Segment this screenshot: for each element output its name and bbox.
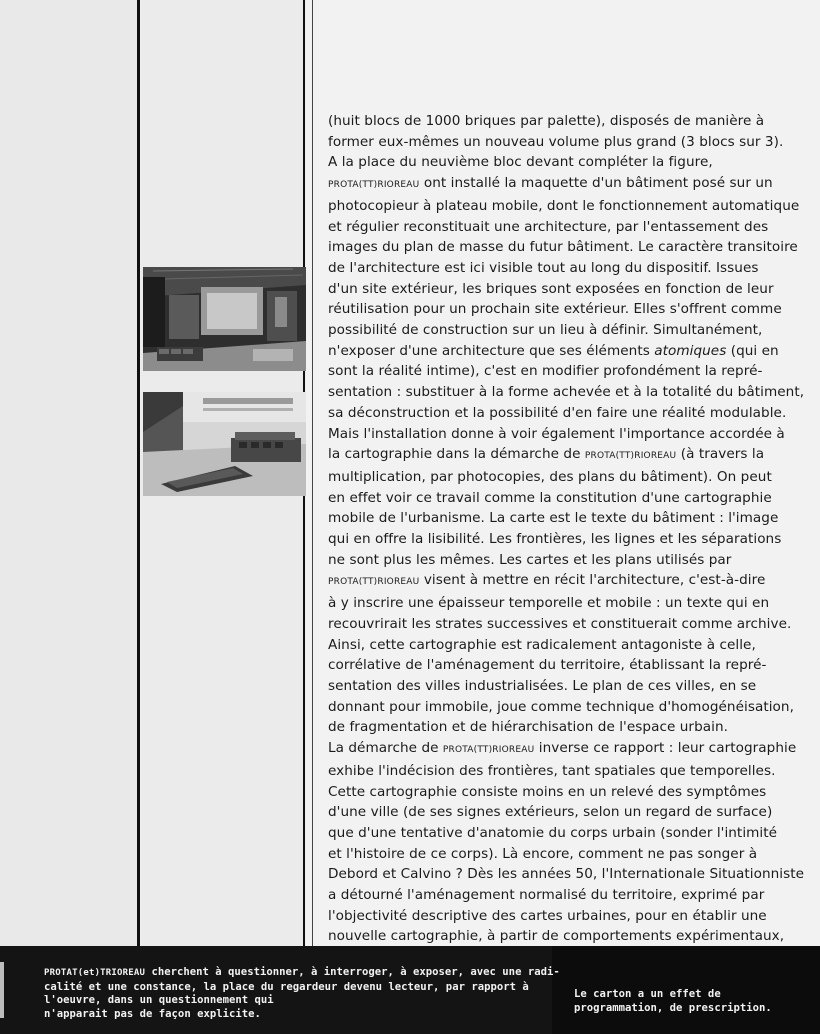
artist-name-smallcaps: PROTA(TT)RIOREAU <box>584 451 677 462</box>
warehouse-interior-illustration <box>143 267 306 371</box>
text-segment: qui en offre la lisibilité. Les frontières, les lignes et les séparations <box>328 531 782 548</box>
text-segment: sont la réalité intime), c'est en modifier profondément la repré- <box>328 363 763 380</box>
body-line <box>328 697 794 718</box>
caption-side <box>574 988 794 1015</box>
text-segment: et l'histoire de ce corps). Là encore, comment ne pas songer à <box>328 845 758 862</box>
body-line <box>328 132 788 153</box>
text-segment: photocopieur à plateau mobile, dont le fonctionnement automatique <box>328 197 800 214</box>
caption-footer <box>0 946 820 1034</box>
text-segment: A la place du neuvième bloc devant compléter la figure, <box>328 154 713 171</box>
text-segment: cherchent à questionner, à interroger, à exposer, avec une radi- <box>145 966 560 978</box>
body-line <box>328 508 788 529</box>
body-line <box>328 529 788 550</box>
text-segment: exhibe l'indécision des frontières, tant spatiales que temporelles. <box>328 762 776 779</box>
text-segment: Mais l'installation donne à voir également l'importance accordée à <box>328 425 785 442</box>
body-line <box>328 382 805 403</box>
warehouse-interior-photo <box>143 267 306 371</box>
text-segment: l'objectivité descriptive des cartes urbaines, pour en établir une <box>328 907 767 924</box>
body-line <box>328 655 788 676</box>
body-line <box>328 782 788 803</box>
body-line <box>328 717 788 738</box>
caption-line <box>44 994 544 1008</box>
left-margin-column <box>0 0 139 946</box>
body-line <box>328 341 788 362</box>
body-line <box>328 614 792 635</box>
text-segment: Ainsi, cette cartographie est radicalement antagoniste à celle, <box>328 636 756 653</box>
body-line <box>328 761 788 782</box>
caption-main <box>44 966 560 1021</box>
caption-side-line <box>574 988 794 1002</box>
text-segment: (à travers la <box>676 446 765 463</box>
body-line <box>328 488 788 509</box>
body-line <box>328 844 788 865</box>
body-line <box>328 864 805 885</box>
artist-name-smallcaps: PROTAT(et)TRIOREAU <box>44 968 146 978</box>
caption-line <box>44 981 544 995</box>
caption-line <box>44 966 560 981</box>
body-line <box>328 467 788 488</box>
text-segment: a détourné l'aménagement normalisé du territoire, exprimé par <box>328 887 765 904</box>
text-segment: ne sont plus les mêmes. Les cartes et les plans utilisés par <box>328 551 732 568</box>
caption-line <box>44 1008 544 1022</box>
body-line <box>328 279 788 300</box>
text-segment: inverse ce rapport : leur cartographie <box>534 740 797 757</box>
text-segment: réutilisation pour un prochain site extérieur. Elles s'offrent comme <box>328 301 782 318</box>
body-line <box>328 237 798 258</box>
body-line <box>328 635 788 656</box>
body-line <box>328 802 788 823</box>
text-segment: (huit blocs de 1000 briques par palette), disposés de manière à <box>328 113 765 129</box>
text-segment: mobile de l'urbanisme. La carte est le texte du bâtiment : l'image <box>328 510 779 527</box>
text-segment: programmation, de prescription. <box>574 1001 772 1014</box>
text-segment: Le carton a un effet de <box>574 988 721 1000</box>
body-line <box>328 926 788 947</box>
text-segment: de fragmentation et de hiérarchisation de l'espace urbain. <box>328 719 728 736</box>
text-segment: nouvelle cartographie, à partir de comportements expérimentaux, <box>328 928 785 945</box>
body-line <box>328 906 788 927</box>
body-line <box>328 111 788 132</box>
body-line <box>328 823 788 844</box>
body-line <box>328 320 788 341</box>
text-segment: possibilité de construction sur un lieu à définir. Simultanément, <box>328 322 763 339</box>
page-edge-mark <box>0 962 4 1018</box>
text-segment: sentation : substituer à la forme achevée et à la totalité du bâtiment, <box>328 384 805 401</box>
text-segment: visent à mettre en récit l'architecture, c'est-à-dire <box>419 572 766 589</box>
text-segment: n'apparait pas de façon explicite. <box>44 1007 261 1020</box>
artist-name-smallcaps: PROTA(TT)RIOREAU <box>328 180 420 191</box>
text-segment: de l'architecture est ici visible tout au long du dispositif. Issues <box>328 259 759 276</box>
body-line <box>328 217 788 238</box>
caption-side-line <box>574 1002 794 1016</box>
body-line <box>328 258 788 279</box>
column-rule-left <box>137 0 140 946</box>
brick-stacks-illustration <box>143 392 306 496</box>
text-segment: sa déconstruction et la possibilité d'en faire une réalité modulable. <box>328 404 787 421</box>
body-line <box>328 676 788 697</box>
body-line <box>328 738 797 761</box>
text-segment: former eux-mêmes un nouveau volume plus grand (3 blocs sur 3). <box>328 133 784 150</box>
text-segment: sentation des villes industrialisées. Le plan de ces villes, en se <box>328 677 757 694</box>
body-line <box>328 424 788 445</box>
text-segment: d'une ville (de ses signes extérieurs, selon un regard de surface) <box>328 804 773 821</box>
body-line <box>328 152 788 173</box>
body-line <box>328 444 788 467</box>
text-segment: Debord et Calvino ? Dès les années 50, l'Internationale Situationniste <box>328 866 805 883</box>
text-segment: en effet voir ce travail comme la constitution d'une cartographie <box>328 489 772 506</box>
brick-stacks-photo <box>143 392 306 496</box>
text-segment: La démarche de <box>328 740 443 757</box>
column-rule-thin <box>312 0 313 946</box>
text-segment: calité et une constance, la place du regardeur devenu lecteur, par rapport à <box>44 980 529 993</box>
body-line <box>328 570 788 593</box>
text-segment: ont installé la maquette d'un bâtiment posé sur un <box>419 175 773 192</box>
body-line <box>328 173 788 196</box>
text-segment: images du plan de masse du futur bâtiment. Le caractère transitoire <box>328 239 798 256</box>
text-segment: d'un site extérieur, les briques sont exposées en fonction de leur <box>328 280 774 297</box>
body-line <box>328 593 788 614</box>
text-segment: multiplication, par photocopies, des plans du bâtiment). On peut <box>328 468 772 485</box>
text-segment: l'oeuvre, dans un questionnement qui <box>44 994 274 1007</box>
emphasis-text: atomiques <box>654 342 727 359</box>
text-segment: recouvrirait les strates successives et constituerait comme archive. <box>328 615 792 632</box>
text-segment: (qui en <box>726 342 779 359</box>
text-segment: n'exposer d'une architecture que ses éléments <box>328 342 655 359</box>
body-line <box>328 361 788 382</box>
text-segment: donnant pour immobile, joue comme technique d'homogénéisation, <box>328 698 794 715</box>
article-body <box>328 111 805 947</box>
body-line <box>328 299 788 320</box>
artist-name-smallcaps: PROTA(TT)RIOREAU <box>328 577 420 588</box>
text-segment: et régulier reconstituait une architecture, par l'entassement des <box>328 218 769 235</box>
text-segment: à y inscrire une épaisseur temporelle et mobile : un texte qui en <box>328 595 770 612</box>
text-segment: Cette cartographie consiste moins en un relevé des symptômes <box>328 783 767 800</box>
artist-name-smallcaps: PROTA(TT)RIOREAU <box>442 745 535 756</box>
text-segment: corrélative de l'aménagement du territoire, établissant la repré- <box>328 657 767 674</box>
body-line <box>328 885 788 906</box>
body-line <box>328 403 788 424</box>
text-segment: que d'une tentative d'anatomie du corps urbain (sonder l'intimité <box>328 824 778 841</box>
body-line <box>328 196 800 217</box>
text-segment: la cartographie dans la démarche de <box>328 446 585 463</box>
body-line <box>328 550 788 571</box>
